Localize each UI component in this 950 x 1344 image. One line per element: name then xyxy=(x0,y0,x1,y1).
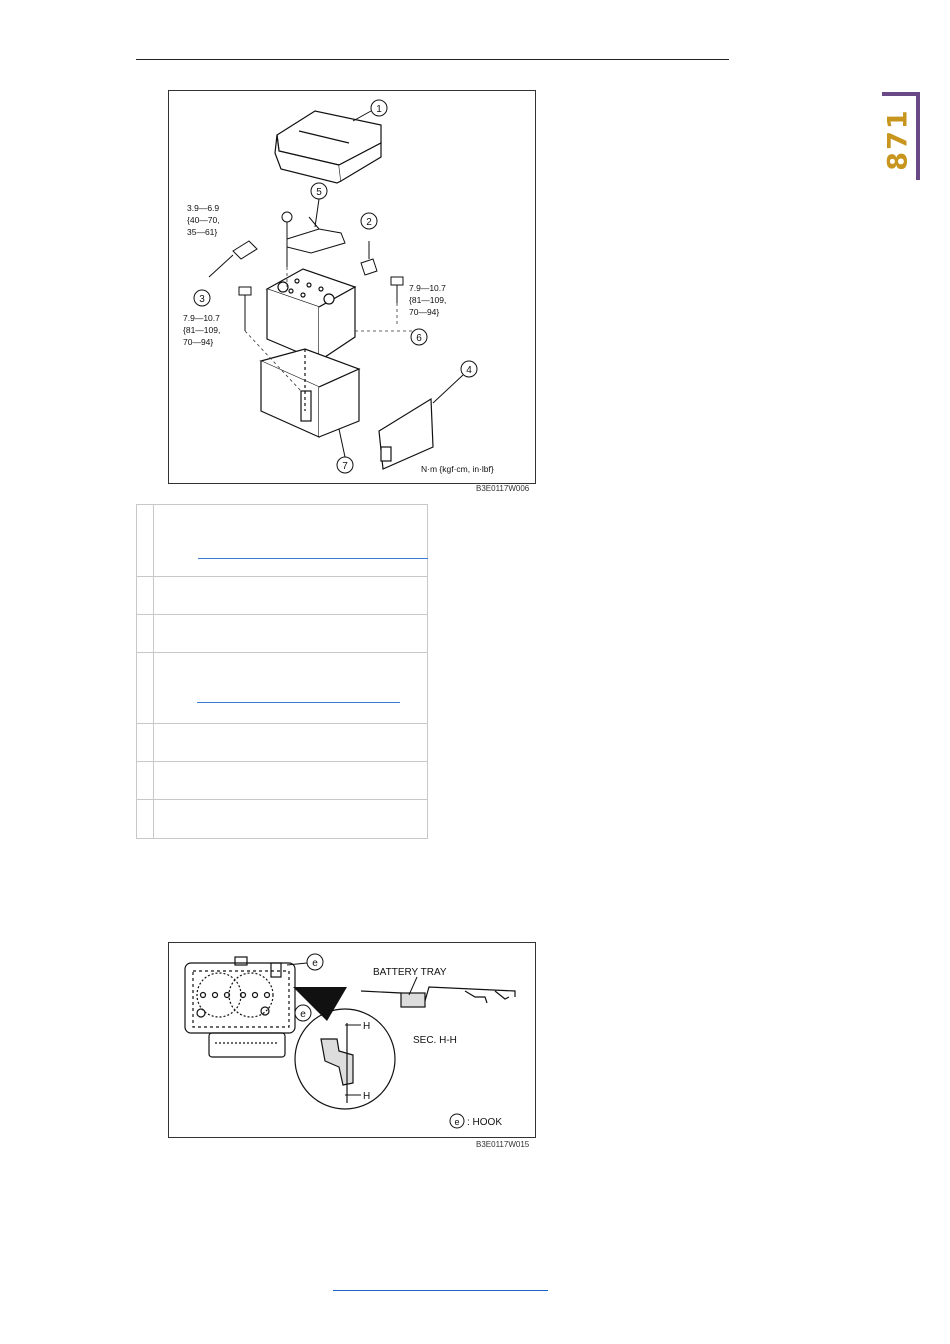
callout-7 xyxy=(337,429,353,473)
hook-callout-upper-text: e xyxy=(312,958,318,969)
section-label: SEC. H-H xyxy=(413,1035,457,1046)
callout-5-text: 5 xyxy=(316,187,322,198)
tray-cover xyxy=(379,399,433,469)
step-number-cell xyxy=(137,724,154,761)
torque-units-label: N·m {kgf·cm, in·lbf} xyxy=(421,464,494,474)
step-1-link[interactable] xyxy=(198,558,428,559)
callout-4-text: 4 xyxy=(466,365,472,376)
step-body-cell xyxy=(154,653,427,723)
torque-label-3 xyxy=(183,313,220,347)
callout-3-text: 3 xyxy=(199,294,205,305)
torque-2-line-3: 70—94} xyxy=(409,307,440,317)
figure2-code: B3E0117W015 xyxy=(476,1140,530,1149)
header-rule xyxy=(136,59,729,60)
battery-tray-hook-diagram xyxy=(168,942,536,1138)
step-number-cell xyxy=(137,615,154,652)
battery-exploded-svg xyxy=(169,91,535,483)
section-marker-top-text: H xyxy=(363,1021,371,1032)
torque-1-line-2: {40—70, xyxy=(187,215,220,225)
procedure-steps-table xyxy=(136,504,428,839)
torque-2-line-1: 7.9—10.7 xyxy=(409,283,446,293)
step-number-cell xyxy=(137,653,154,723)
battery-exploded-diagram xyxy=(168,90,536,484)
hook-callout-lower xyxy=(295,1005,311,1021)
hook-legend xyxy=(450,1114,502,1128)
battery-tray xyxy=(261,349,359,437)
step-row-2 xyxy=(137,577,427,615)
tray-top-view xyxy=(185,957,295,1057)
step-body-cell xyxy=(154,577,427,614)
step-row-4 xyxy=(137,653,427,724)
callout-2-text: 2 xyxy=(366,217,372,228)
torque-1-line-3: 35—61} xyxy=(187,227,218,237)
callout-7-text: 7 xyxy=(342,461,348,472)
callout-1 xyxy=(353,100,387,121)
hook-legend-label: : HOOK xyxy=(467,1117,503,1128)
step-row-3 xyxy=(137,615,427,653)
step-body-cell xyxy=(154,762,427,799)
step-row-6 xyxy=(137,762,427,800)
callout-2 xyxy=(361,213,377,229)
callout-6 xyxy=(411,329,427,345)
battery-tray-leader xyxy=(409,977,417,995)
section-marker-bottom xyxy=(345,1091,370,1102)
battery-tray-label: BATTERY TRAY xyxy=(373,967,447,978)
step-row-5 xyxy=(137,724,427,762)
hook-callout-upper xyxy=(287,954,323,970)
step-number-cell xyxy=(137,762,154,799)
step-body-cell xyxy=(154,724,427,761)
battery-cover xyxy=(275,111,381,183)
torque-3-line-2: {81—109, xyxy=(183,325,221,335)
step-number-cell xyxy=(137,577,154,614)
tray-side-profile xyxy=(361,987,515,1007)
torque-3-line-1: 7.9—10.7 xyxy=(183,313,220,323)
torque-label-2 xyxy=(409,283,446,317)
section-marker-bottom-text: H xyxy=(363,1091,371,1102)
section-detail-circle xyxy=(295,1009,395,1109)
section-marker-top xyxy=(345,1021,370,1032)
callout-1-text: 1 xyxy=(376,104,382,115)
page-tab-marker xyxy=(882,92,920,96)
battery xyxy=(267,269,355,361)
positive-terminal xyxy=(361,241,377,275)
left-bolt xyxy=(239,287,251,331)
hook-legend-symbol: e xyxy=(454,1117,460,1127)
page-side-bar xyxy=(916,92,920,180)
right-bolt xyxy=(391,277,403,303)
step-number-cell xyxy=(137,800,154,838)
callout-6-text: 6 xyxy=(416,333,422,344)
step-row-1 xyxy=(137,505,427,577)
callout-5 xyxy=(311,183,327,227)
step-body-cell xyxy=(154,800,427,838)
page-number-text: 871 xyxy=(882,107,914,171)
step-body-cell xyxy=(154,615,427,652)
torque-3-line-3: 70—94} xyxy=(183,337,214,347)
figure1-code: B3E0117W006 xyxy=(476,484,530,493)
callout-4 xyxy=(433,361,477,403)
torque-label-1 xyxy=(187,203,220,237)
callout-3 xyxy=(194,290,210,306)
battery-bracket xyxy=(282,212,345,267)
torque-2-line-2: {81—109, xyxy=(409,295,447,305)
hook-callout-lower-text: e xyxy=(300,1009,306,1020)
battery-tray-svg xyxy=(169,943,535,1137)
step-row-7 xyxy=(137,800,427,838)
negative-cable xyxy=(209,241,257,277)
page-number xyxy=(883,104,913,174)
footer-link[interactable] xyxy=(333,1290,548,1291)
step-4-link[interactable] xyxy=(197,702,400,703)
step-number-cell xyxy=(137,505,154,576)
step-body-cell xyxy=(154,505,427,576)
torque-1-line-1: 3.9—6.9 xyxy=(187,203,220,213)
